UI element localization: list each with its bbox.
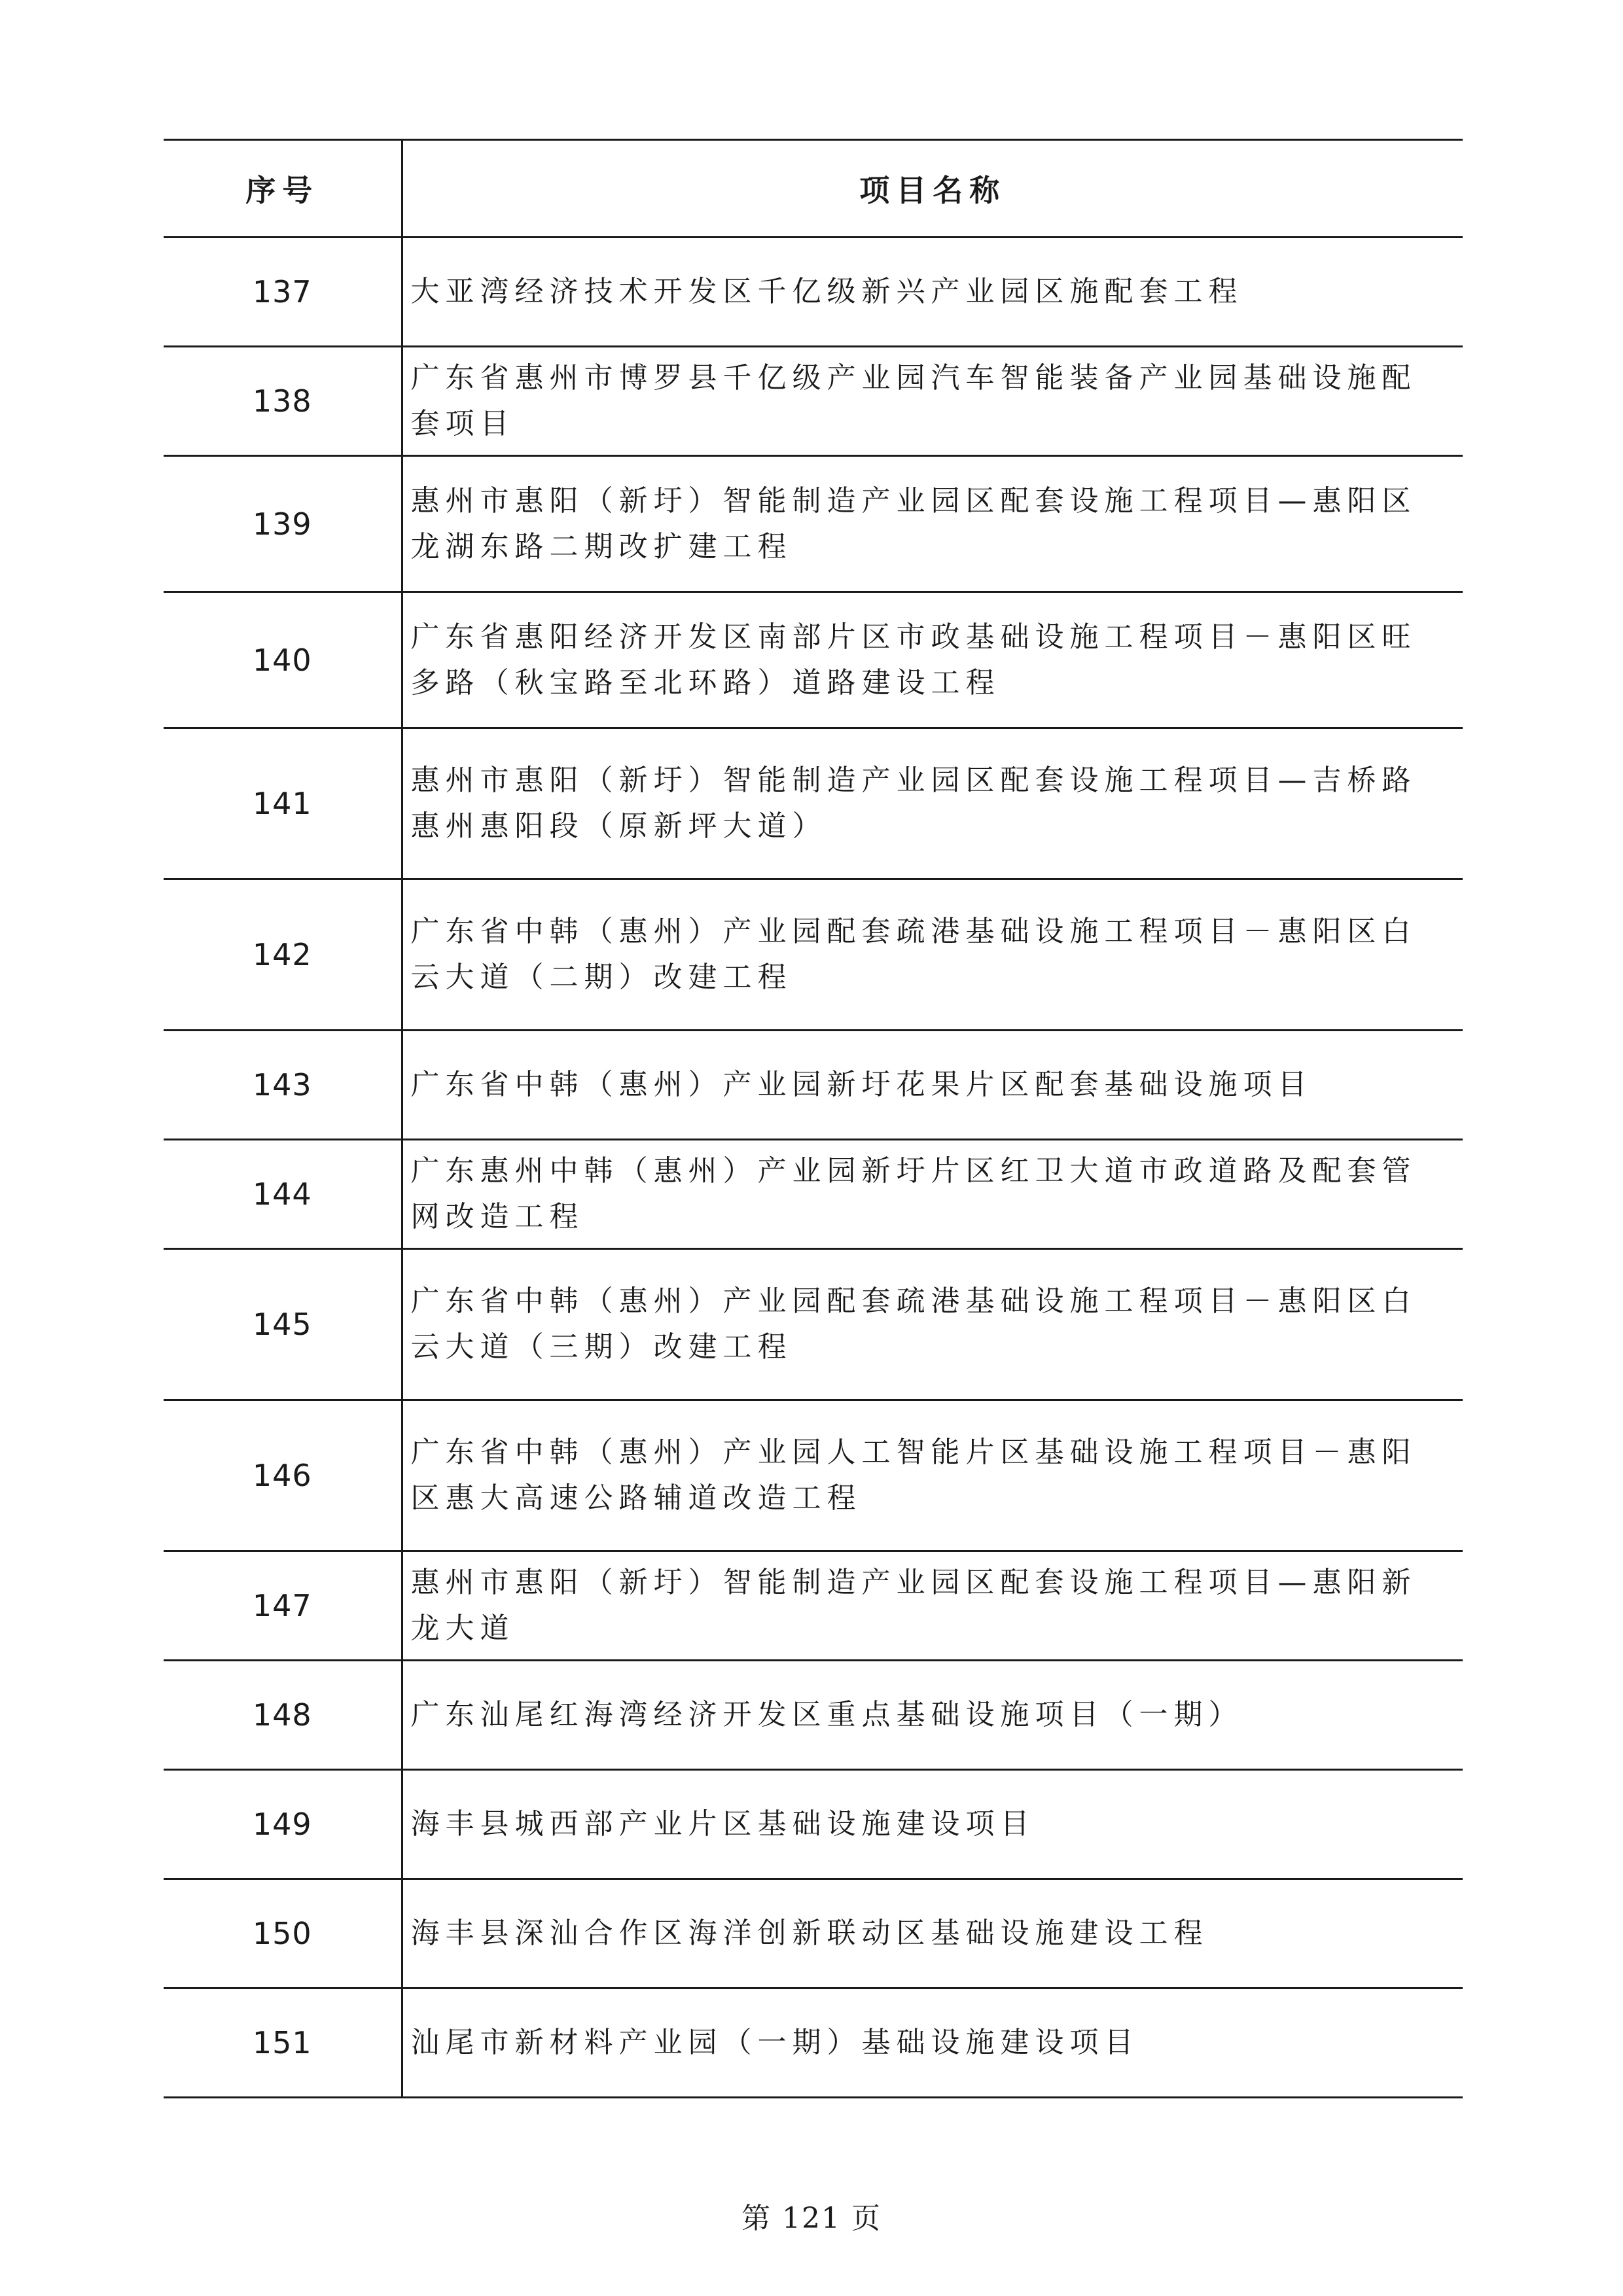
- table-row: [164, 728, 1463, 879]
- row-number: 148: [164, 1661, 402, 1770]
- table-row: [164, 1031, 1463, 1140]
- row-project-name: 广东惠州中韩（惠州）产业园新圩片区红卫大道市政道路及配套管网改造工程: [402, 1140, 1463, 1249]
- table-row: [164, 238, 1463, 347]
- row-project-name: 广东汕尾红海湾经济开发区重点基础设施项目（一期）: [402, 1661, 1463, 1770]
- row-project-name: 广东省惠阳经济开发区南部片区市政基础设施工程项目－惠阳区旺多路（秋宝路至北环路）道路建设工程: [402, 592, 1463, 728]
- row-project-name: 海丰县深汕合作区海洋创新联动区基础设施建设工程: [402, 1879, 1463, 1988]
- table-header-row: [164, 140, 1463, 238]
- row-number: 145: [164, 1249, 402, 1400]
- row-project-name: 大亚湾经济技术开发区千亿级新兴产业园区施配套工程: [402, 238, 1463, 347]
- row-project-name: 海丰县城西部产业片区基础设施建设项目: [402, 1770, 1463, 1879]
- row-number: 139: [164, 456, 402, 592]
- row-project-name: 广东省中韩（惠州）产业园新圩花果片区配套基础设施项目: [402, 1031, 1463, 1140]
- page-number: 第 121 页: [741, 2202, 882, 2235]
- table-row: [164, 1249, 1463, 1400]
- table-row: [164, 456, 1463, 592]
- row-project-name: 广东省中韩（惠州）产业园配套疏港基础设施工程项目－惠阳区白云大道（二期）改建工程: [402, 879, 1463, 1031]
- table-row: [164, 1140, 1463, 1249]
- header-serial-number: 序号: [164, 140, 402, 238]
- row-number: 151: [164, 1988, 402, 2098]
- row-project-name: 广东省中韩（惠州）产业园人工智能片区基础设施工程项目－惠阳区惠大高速公路辅道改造工程: [402, 1400, 1463, 1551]
- row-project-name: 广东省中韩（惠州）产业园配套疏港基础设施工程项目－惠阳区白云大道（三期）改建工程: [402, 1249, 1463, 1400]
- table-row: [164, 1400, 1463, 1551]
- table-row: [164, 1879, 1463, 1988]
- row-number: 143: [164, 1031, 402, 1140]
- row-number: 150: [164, 1879, 402, 1988]
- table-row: [164, 347, 1463, 456]
- row-number: 142: [164, 879, 402, 1031]
- row-number: 138: [164, 347, 402, 456]
- row-project-name: 惠州市惠阳（新圩）智能制造产业园区配套设施工程项目—吉桥路惠州惠阳段（原新坪大道）: [402, 728, 1463, 879]
- table-row: [164, 1661, 1463, 1770]
- table-row: [164, 879, 1463, 1031]
- row-number: 149: [164, 1770, 402, 1879]
- row-number: 147: [164, 1551, 402, 1661]
- row-project-name: 惠州市惠阳（新圩）智能制造产业园区配套设施工程项目—惠阳新龙大道: [402, 1551, 1463, 1661]
- row-project-name: 广东省惠州市博罗县千亿级产业园汽车智能装备产业园基础设施配套项目: [402, 347, 1463, 456]
- row-project-name: 惠州市惠阳（新圩）智能制造产业园区配套设施工程项目—惠阳区龙湖东路二期改扩建工程: [402, 456, 1463, 592]
- row-number: 140: [164, 592, 402, 728]
- table-row: [164, 1770, 1463, 1879]
- table-row: [164, 592, 1463, 728]
- row-project-name: 汕尾市新材料产业园（一期）基础设施建设项目: [402, 1988, 1463, 2098]
- row-number: 144: [164, 1140, 402, 1249]
- row-number: 141: [164, 728, 402, 879]
- table-row: [164, 1551, 1463, 1661]
- header-project-name: 项目名称: [402, 140, 1463, 238]
- row-number: 137: [164, 238, 402, 347]
- row-number: 146: [164, 1400, 402, 1551]
- project-table: [164, 139, 1463, 2098]
- table-row: [164, 1988, 1463, 2098]
